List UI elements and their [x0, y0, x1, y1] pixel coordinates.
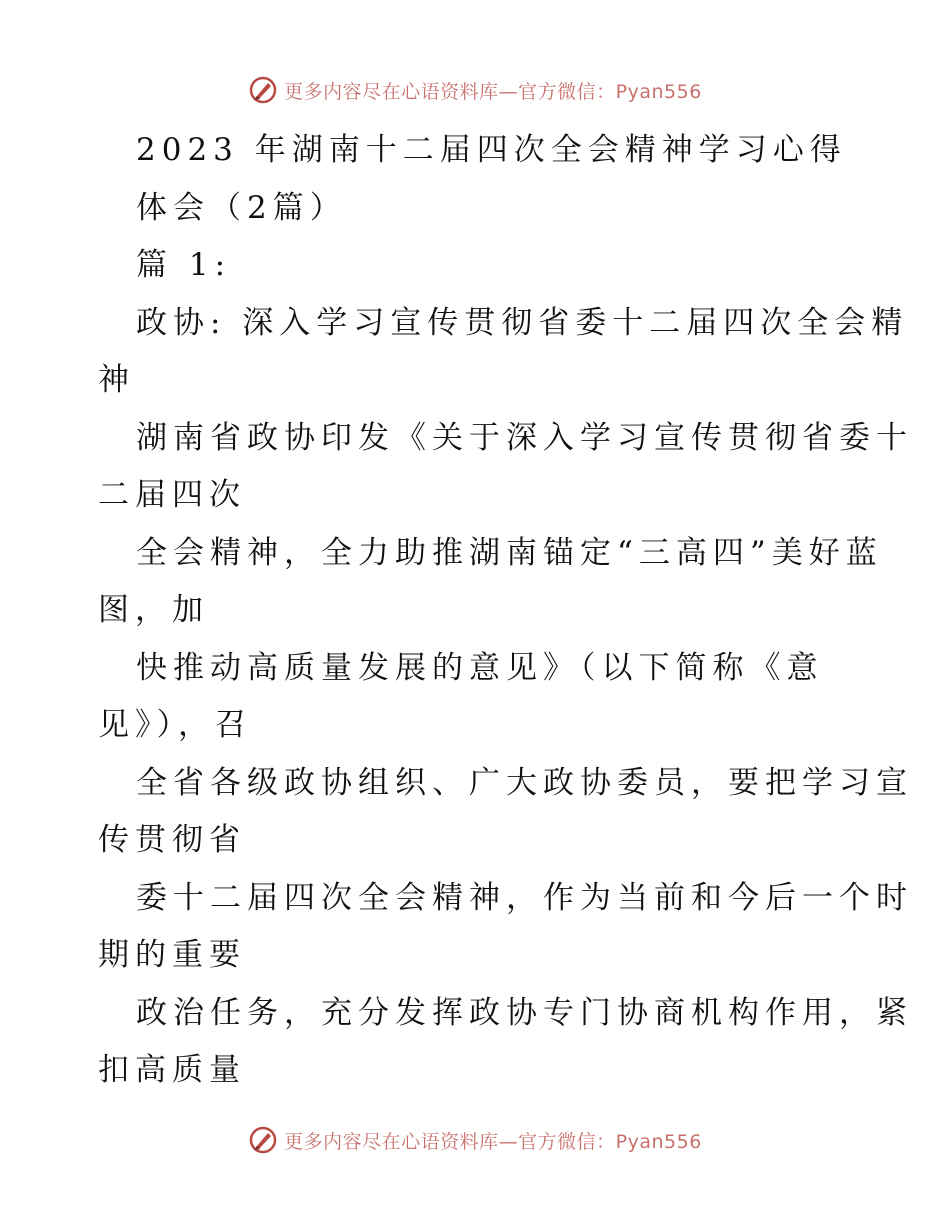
document-title-line-2: 体会（2篇） [136, 189, 347, 226]
body-text-line: 图，加 [98, 592, 209, 628]
body-text-line: 快推动高质量发展的意见》（以下简称《意 [136, 649, 824, 686]
watermark-footer [0, 1120, 950, 1160]
body-text-line: 全会精神，全力助推湖南锚定“三高四”美好蓝 [136, 534, 883, 571]
body-text-line: 委十二届四次全会精神，作为当前和今后一个时 [136, 879, 913, 916]
section-heading: 篇 1: [136, 247, 232, 283]
document-body [98, 122, 913, 1100]
body-text-line: 全省各级政协组织、广大政协委员，要把学习宣 [136, 764, 913, 801]
pen-circle-logo-icon [248, 1125, 278, 1155]
body-text-line: 传贯彻省 [98, 822, 246, 858]
watermark-text: 更多内容尽在心语资料库—官方微信：Pyan556 [284, 1130, 702, 1153]
watermark-text: 更多内容尽在心语资料库—官方微信：Pyan556 [284, 80, 702, 103]
article-title-line: 神 [98, 362, 135, 398]
body-text-line: 政治任务，充分发挥政协专门协商机构作用，紧 [136, 994, 913, 1031]
body-text-line: 期的重要 [98, 937, 246, 973]
body-text-line: 湖南省政协印发《关于深入学习宣传贯彻省委十 [136, 419, 913, 456]
body-text-line: 扣高质量 [98, 1052, 246, 1088]
body-text-line: 见》），召 [98, 707, 252, 743]
article-title-line: 政协: 深入学习宣传贯彻省委十二届四次全会精 [136, 304, 909, 341]
document-title-line-1: 2023 年湖南十二届四次全会精神学习心得 [136, 132, 847, 168]
watermark-header [0, 70, 950, 110]
body-text-line: 二届四次 [98, 477, 246, 513]
pen-circle-logo-icon [248, 75, 278, 105]
